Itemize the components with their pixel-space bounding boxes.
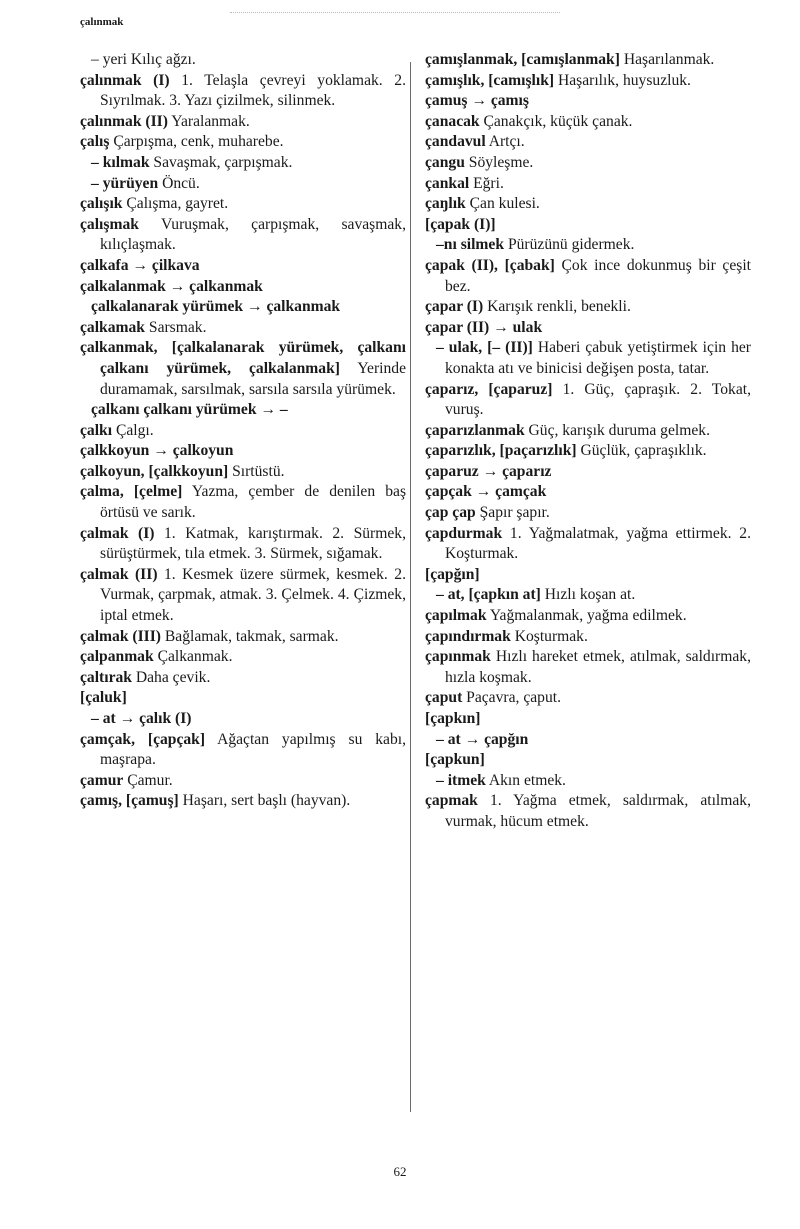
entry-definition: Çalışma, gayret. bbox=[126, 195, 229, 213]
entry-definition: Bağlamak, takmak, sarmak. bbox=[164, 627, 339, 645]
entry-headword: çapılmak bbox=[425, 607, 487, 625]
entry-headword: çapçak → çamçak bbox=[425, 483, 547, 501]
entry-headword: çalkalanmak → çalkanmak bbox=[80, 277, 263, 295]
entry-headword: çalpanmak bbox=[80, 648, 154, 666]
dictionary-entry bbox=[425, 524, 751, 565]
dictionary-entry bbox=[425, 338, 751, 379]
entry-headword: [çapkun] bbox=[425, 751, 485, 769]
entry-headword: çalkoyun, [çalkkoyun] bbox=[80, 462, 229, 480]
entry-headword: çangu bbox=[425, 153, 465, 171]
entry-headword: çalmak (I) bbox=[80, 524, 155, 542]
dictionary-entry bbox=[425, 380, 751, 421]
dictionary-entry bbox=[425, 688, 751, 709]
running-head: çalınmak bbox=[80, 16, 124, 28]
dictionary-entry bbox=[425, 132, 751, 153]
entry-definition: Artçı. bbox=[488, 133, 525, 151]
dictionary-entry bbox=[80, 338, 406, 400]
entry-definition: Çamur. bbox=[127, 771, 173, 789]
dictionary-entry bbox=[425, 462, 751, 483]
entry-definition: Daha çevik. bbox=[135, 668, 211, 686]
entry-definition: Haşarı, sert başlı (hayvan). bbox=[182, 792, 351, 810]
header-rule bbox=[230, 12, 560, 13]
entry-definition: Sırtüstü. bbox=[232, 462, 285, 480]
dictionary-entry bbox=[425, 256, 751, 297]
dictionary-entry bbox=[80, 771, 406, 792]
entry-headword: çalmak (II) bbox=[80, 565, 158, 583]
entry-headword: çandavul bbox=[425, 133, 486, 151]
entry-headword: çalkanı çalkanı yürümek → – bbox=[91, 401, 288, 419]
dictionary-entry bbox=[425, 421, 751, 442]
dictionary-entry bbox=[425, 215, 751, 236]
dictionary-entry bbox=[80, 194, 406, 215]
dictionary-entry bbox=[80, 524, 406, 565]
dictionary-entry bbox=[80, 297, 406, 318]
entry-definition: Paçavra, çaput. bbox=[466, 689, 561, 707]
entry-headword: çamışlık, [camışlık] bbox=[425, 71, 555, 89]
entry-headword: – at → çapğın bbox=[436, 730, 529, 748]
entry-headword: çap çap bbox=[425, 504, 476, 522]
dictionary-entry bbox=[80, 462, 406, 483]
page-number: 62 bbox=[393, 1164, 407, 1179]
entry-headword: –nı silmek bbox=[436, 236, 505, 254]
dictionary-entry bbox=[425, 441, 751, 462]
entry-headword: çalkamak bbox=[80, 318, 145, 336]
entry-definition: Ağaçtan yapılmış su kabı, maşrapa. bbox=[100, 730, 406, 769]
entry-definition: Çok ince dokunmuş bir çeşit bez. bbox=[445, 256, 752, 295]
entry-definition: 1. Güç, çapraşık. 2. Tokat, vuruş. bbox=[445, 380, 751, 419]
dictionary-entry bbox=[425, 791, 751, 832]
entry-headword: çaput bbox=[425, 689, 463, 707]
entry-headword: çapınmak bbox=[425, 648, 491, 666]
entry-headword: çamçak, [çapçak] bbox=[80, 730, 206, 748]
dictionary-entry bbox=[80, 441, 406, 462]
entry-headword: – yürüyen bbox=[91, 174, 159, 192]
entry-definition: Güç, karışık duruma gelmek. bbox=[528, 421, 710, 439]
entry-headword: çaparızlık, [paçarızlık] bbox=[425, 442, 577, 460]
entry-headword: çalışmak bbox=[80, 215, 139, 233]
entry-definition: Sarsmak. bbox=[148, 318, 207, 336]
dictionary-entry bbox=[80, 647, 406, 668]
entry-definition: Karışık renkli, benekli. bbox=[487, 298, 631, 316]
dictionary-entry bbox=[80, 709, 406, 730]
dictionary-entry bbox=[425, 565, 751, 586]
dictionary-entry bbox=[80, 400, 406, 421]
dictionary-entry bbox=[425, 503, 751, 524]
entry-definition: – yeri Kılıç ağzı. bbox=[91, 51, 196, 68]
entry-definition: Çalkanmak. bbox=[157, 648, 233, 666]
entry-headword: çalışık bbox=[80, 195, 123, 213]
dictionary-entry bbox=[80, 277, 406, 298]
entry-definition: 1. Katmak, karıştırmak. 2. Sürmek, sürüştürmek, tıla etmek. 3. Sürmek, sığamak. bbox=[100, 524, 406, 563]
dictionary-entry bbox=[80, 215, 406, 256]
entry-headword: çaltırak bbox=[80, 668, 132, 686]
dictionary-entry bbox=[80, 50, 406, 71]
entry-definition: Söyleşme. bbox=[468, 153, 534, 171]
entry-definition: Yağmalanmak, yağma edilmek. bbox=[489, 607, 687, 625]
dictionary-entry bbox=[80, 730, 406, 771]
dictionary-entry bbox=[425, 482, 751, 503]
entry-headword: çapmak bbox=[425, 792, 478, 810]
entry-headword: – itmek bbox=[436, 771, 486, 789]
dictionary-entry bbox=[425, 627, 751, 648]
entry-definition: Akın etmek. bbox=[488, 771, 566, 789]
entry-headword: çapdurmak bbox=[425, 524, 503, 542]
entry-definition: Güçlük, çapraşıklık. bbox=[580, 442, 707, 460]
entry-headword: çalkafa → çilkava bbox=[80, 256, 200, 274]
entry-headword: çaŋlık bbox=[425, 195, 466, 213]
entry-definition: Koşturmak. bbox=[514, 627, 588, 645]
entry-headword: çalınmak (I) bbox=[80, 71, 170, 89]
entry-definition: Çanakçık, küçük çanak. bbox=[483, 112, 633, 130]
entry-headword: [çaluk] bbox=[80, 689, 127, 707]
dictionary-entry bbox=[425, 709, 751, 730]
entry-headword: çalınmak (II) bbox=[80, 112, 168, 130]
entry-headword: çalkanmak, [çalkalanarak yürümek, çalkanı çalkanı yürümek, çalkalanmak] bbox=[80, 339, 406, 377]
entry-headword: çaparızlanmak bbox=[425, 421, 525, 439]
entry-headword: çamış, [çamuş] bbox=[80, 792, 179, 810]
dictionary-entry bbox=[80, 256, 406, 277]
entry-headword: [çapak (I)] bbox=[425, 215, 496, 233]
entry-definition: Yaralanmak. bbox=[171, 112, 250, 130]
dictionary-entry bbox=[425, 297, 751, 318]
entry-definition: Vuruşmak, çarpışmak, savaşmak, kılıçlaşmak. bbox=[100, 215, 406, 254]
left-column bbox=[80, 50, 406, 812]
entry-headword: [çapkın] bbox=[425, 710, 481, 727]
entry-definition: 1. Yağma etmek, saldırmak, atılmak, vurmak, hücum etmek. bbox=[445, 792, 752, 830]
entry-headword: çalkalanarak yürümek → çalkanmak bbox=[91, 298, 341, 316]
dictionary-entry bbox=[425, 50, 751, 71]
entry-headword: çapak (II), [çabak] bbox=[425, 256, 555, 274]
dictionary-entry bbox=[80, 668, 406, 689]
entry-definition: Eğri. bbox=[473, 174, 504, 192]
entry-headword: çamuş → çamış bbox=[425, 92, 529, 110]
entry-definition: Haşarılanmak. bbox=[623, 51, 715, 68]
entry-definition: Çarpışma, cenk, muharebe. bbox=[113, 133, 284, 151]
entry-headword: çankal bbox=[425, 174, 470, 192]
dictionary-entry bbox=[425, 194, 751, 215]
entry-headword: çamur bbox=[80, 771, 124, 789]
entry-headword: – at, [çapkın at] bbox=[436, 586, 541, 604]
dictionary-entry bbox=[425, 771, 751, 792]
entry-definition: Haberi çabuk yetiştirmek için her konakta atı ve binicisi değişen posta, tatar. bbox=[445, 339, 751, 377]
dictionary-entry bbox=[80, 318, 406, 339]
entry-definition: Hızlı hareket etmek, atılmak, saldırmak, hızla koşmak. bbox=[445, 648, 751, 686]
dictionary-entry bbox=[425, 647, 751, 688]
entry-headword: çamışlanmak, [camışlanmak] bbox=[425, 51, 620, 68]
entry-headword: çapındırmak bbox=[425, 627, 511, 645]
dictionary-entry bbox=[80, 688, 406, 709]
entry-definition: 1. Yağmalatmak, yağma ettirmek. 2. Koşturmak. bbox=[445, 524, 751, 563]
entry-headword: çanacak bbox=[425, 112, 480, 130]
dictionary-entry bbox=[80, 71, 406, 112]
entry-headword: çaparız, [çaparuz] bbox=[425, 380, 553, 398]
dictionary-entry bbox=[425, 235, 751, 256]
dictionary-entry bbox=[425, 91, 751, 112]
entry-headword: çalkkoyun → çalkoyun bbox=[80, 442, 234, 460]
entry-definition: Savaşmak, çarpışmak. bbox=[153, 153, 293, 171]
dictionary-entry bbox=[425, 153, 751, 174]
entry-headword: çalkı bbox=[80, 421, 113, 439]
entry-headword: çapar (II) → ulak bbox=[425, 318, 543, 336]
dictionary-entry bbox=[425, 750, 751, 771]
entry-headword: çalma, [çelme] bbox=[80, 483, 183, 501]
dictionary-entry bbox=[80, 482, 406, 523]
entry-definition: Yerinde duramamak, sarsılmak, sarsıla sarsıla yürümek. bbox=[100, 359, 406, 398]
entry-headword: çaparuz → çaparız bbox=[425, 462, 552, 480]
entry-definition: 1. Kesmek üzere sürmek, kesmek. 2. Vurmak, çarpmak, atmak. 3. Çelmek. 4. Çizmek, iptal etmek. bbox=[100, 565, 406, 625]
dictionary-entry bbox=[425, 174, 751, 195]
entry-definition: Pürüzünü gidermek. bbox=[507, 236, 635, 254]
entry-definition: Öncü. bbox=[162, 174, 200, 192]
entry-headword: çalmak (III) bbox=[80, 627, 161, 645]
entry-definition: Şapır şapır. bbox=[479, 504, 550, 522]
entry-definition: Yazma, çember de denilen baş örtüsü ve sarık. bbox=[100, 483, 407, 522]
dictionary-entry bbox=[425, 71, 751, 92]
entry-headword: – at → çalık (I) bbox=[91, 710, 192, 727]
dictionary-entry bbox=[425, 730, 751, 751]
dictionary-entry bbox=[80, 421, 406, 442]
entry-headword: – kılmak bbox=[91, 153, 150, 171]
entry-definition: 1. Telaşla çevreyi yoklamak. 2. Sıyrılmak. 3. Yazı çizilmek, silinmek. bbox=[100, 71, 406, 110]
dictionary-entry bbox=[80, 174, 406, 195]
entry-definition: Hızlı koşan at. bbox=[544, 586, 636, 604]
column-divider bbox=[410, 62, 411, 1112]
entry-headword: çalış bbox=[80, 133, 110, 151]
entry-definition: Çan kulesi. bbox=[469, 195, 540, 213]
dictionary-entry bbox=[80, 112, 406, 133]
dictionary-entry bbox=[425, 585, 751, 606]
entry-headword: [çapğın] bbox=[425, 565, 480, 583]
dictionary-entry bbox=[425, 112, 751, 133]
dictionary-entry bbox=[80, 132, 406, 153]
dictionary-entry bbox=[80, 565, 406, 627]
dictionary-entry bbox=[80, 627, 406, 648]
entry-headword: çapar (I) bbox=[425, 298, 484, 316]
right-column bbox=[425, 50, 751, 833]
dictionary-entry bbox=[425, 318, 751, 339]
entry-definition: Çalgı. bbox=[115, 421, 154, 439]
dictionary-entry bbox=[80, 153, 406, 174]
entry-headword: – ulak, [– (II)] bbox=[436, 339, 533, 357]
entry-definition: Haşarılık, huysuzluk. bbox=[557, 71, 691, 89]
dictionary-entry bbox=[425, 606, 751, 627]
dictionary-entry bbox=[80, 791, 406, 812]
